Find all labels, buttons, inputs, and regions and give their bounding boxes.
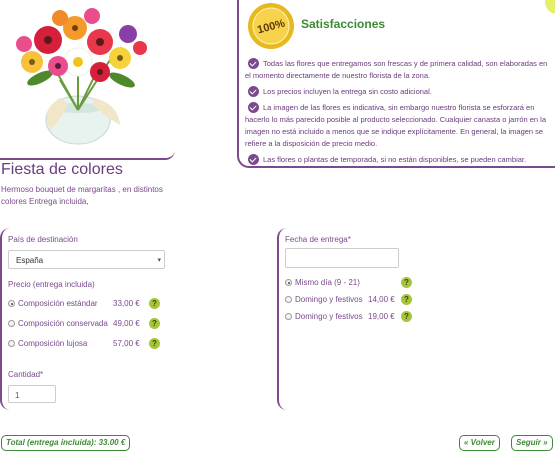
check-icon bbox=[248, 86, 259, 97]
price-option-lujosa[interactable] bbox=[8, 338, 168, 350]
country-select[interactable] bbox=[8, 250, 165, 269]
price-option-standard[interactable] bbox=[8, 298, 168, 310]
chevron-down-icon: ▾ bbox=[157, 257, 161, 264]
product-title: Fiesta de colores bbox=[1, 161, 123, 178]
radio-button[interactable] bbox=[285, 296, 292, 303]
delivery-option-sunday-1[interactable] bbox=[285, 294, 445, 306]
product-description: Hermoso bouquet de margaritas , en distintos colores Entrega incluida, bbox=[1, 185, 163, 206]
help-icon[interactable]: ? bbox=[401, 277, 412, 288]
radio-button[interactable] bbox=[285, 313, 292, 320]
product-image bbox=[0, 0, 175, 160]
option-price: 19,00 € bbox=[368, 312, 395, 321]
total-badge: Total (entrega incluida): 33.00 € bbox=[1, 435, 130, 451]
help-icon[interactable]: ? bbox=[149, 298, 160, 309]
option-label: Composición conservada bbox=[18, 319, 108, 328]
decor-corner-icon bbox=[539, 0, 555, 18]
help-icon[interactable]: ? bbox=[149, 318, 160, 329]
check-icon bbox=[248, 154, 259, 165]
order-options-panel bbox=[0, 228, 172, 410]
list-item: Las flores o plantas de temporada, si no están disponibles, se pueden cambiar. bbox=[245, 154, 555, 166]
radio-button[interactable] bbox=[285, 279, 292, 286]
radio-button[interactable] bbox=[8, 320, 15, 327]
delivery-date-input[interactable] bbox=[285, 248, 399, 268]
option-price: 33,00 € bbox=[113, 299, 140, 308]
list-item: Todas las flores que entregamos son frescas y de primera calidad, son elaboradas en el momento directamente de nuestro florista de la zona. bbox=[245, 59, 548, 80]
quantity-label: Cantidad* bbox=[8, 370, 44, 379]
option-label: Domingo y festivos bbox=[295, 312, 363, 321]
option-label: Mismo día (9 - 21) bbox=[295, 278, 360, 287]
country-select-value: España bbox=[16, 256, 44, 265]
help-icon[interactable]: ? bbox=[149, 338, 160, 349]
satisfaction-panel bbox=[237, 0, 555, 168]
quantity-input[interactable]: 1 bbox=[8, 385, 56, 403]
radio-button[interactable] bbox=[8, 300, 15, 307]
help-icon[interactable]: ? bbox=[401, 311, 412, 322]
list-item: Los precios incluyen la entrega sin costo adicional. bbox=[245, 86, 555, 98]
guarantee-badge-icon bbox=[247, 2, 295, 50]
price-label: Precio (entrega incluida) bbox=[8, 280, 95, 289]
badge-text: 100% bbox=[256, 17, 287, 37]
delivery-date-label: Fecha de entrega* bbox=[285, 235, 351, 244]
country-label: País de destinación bbox=[8, 235, 78, 244]
price-option-conservada[interactable] bbox=[8, 318, 168, 330]
satisfaction-title: Satisfacciones bbox=[301, 17, 386, 31]
option-price: 57,00 € bbox=[113, 339, 140, 348]
option-label: Composición lujosa bbox=[18, 339, 88, 348]
delivery-options-panel bbox=[277, 228, 447, 410]
list-item: La imagen de las flores es indicativa, sin embargo nuestro florista se esforzará en hacerlo lo más parecido posible al producto seleccionado. Cualquier canasta o jarrón en la imagen no está incluido a menos que se indique explícitamente. En general, la imagen se refiere a la disposición de precio medio. bbox=[245, 103, 547, 148]
option-label: Domingo y festivos bbox=[295, 295, 363, 304]
delivery-option-sunday-2[interactable] bbox=[285, 311, 445, 323]
next-button[interactable]: Seguir » bbox=[511, 435, 553, 451]
back-button[interactable]: « Volver bbox=[459, 435, 500, 451]
option-label: Composición estándar bbox=[18, 299, 98, 308]
check-icon bbox=[248, 58, 259, 69]
delivery-option-same-day[interactable] bbox=[285, 277, 445, 289]
radio-button[interactable] bbox=[8, 340, 15, 347]
option-price: 14,00 € bbox=[368, 295, 395, 304]
check-icon bbox=[248, 102, 259, 113]
satisfaction-list bbox=[245, 58, 555, 170]
help-icon[interactable]: ? bbox=[401, 294, 412, 305]
option-price: 49,00 € bbox=[113, 319, 140, 328]
